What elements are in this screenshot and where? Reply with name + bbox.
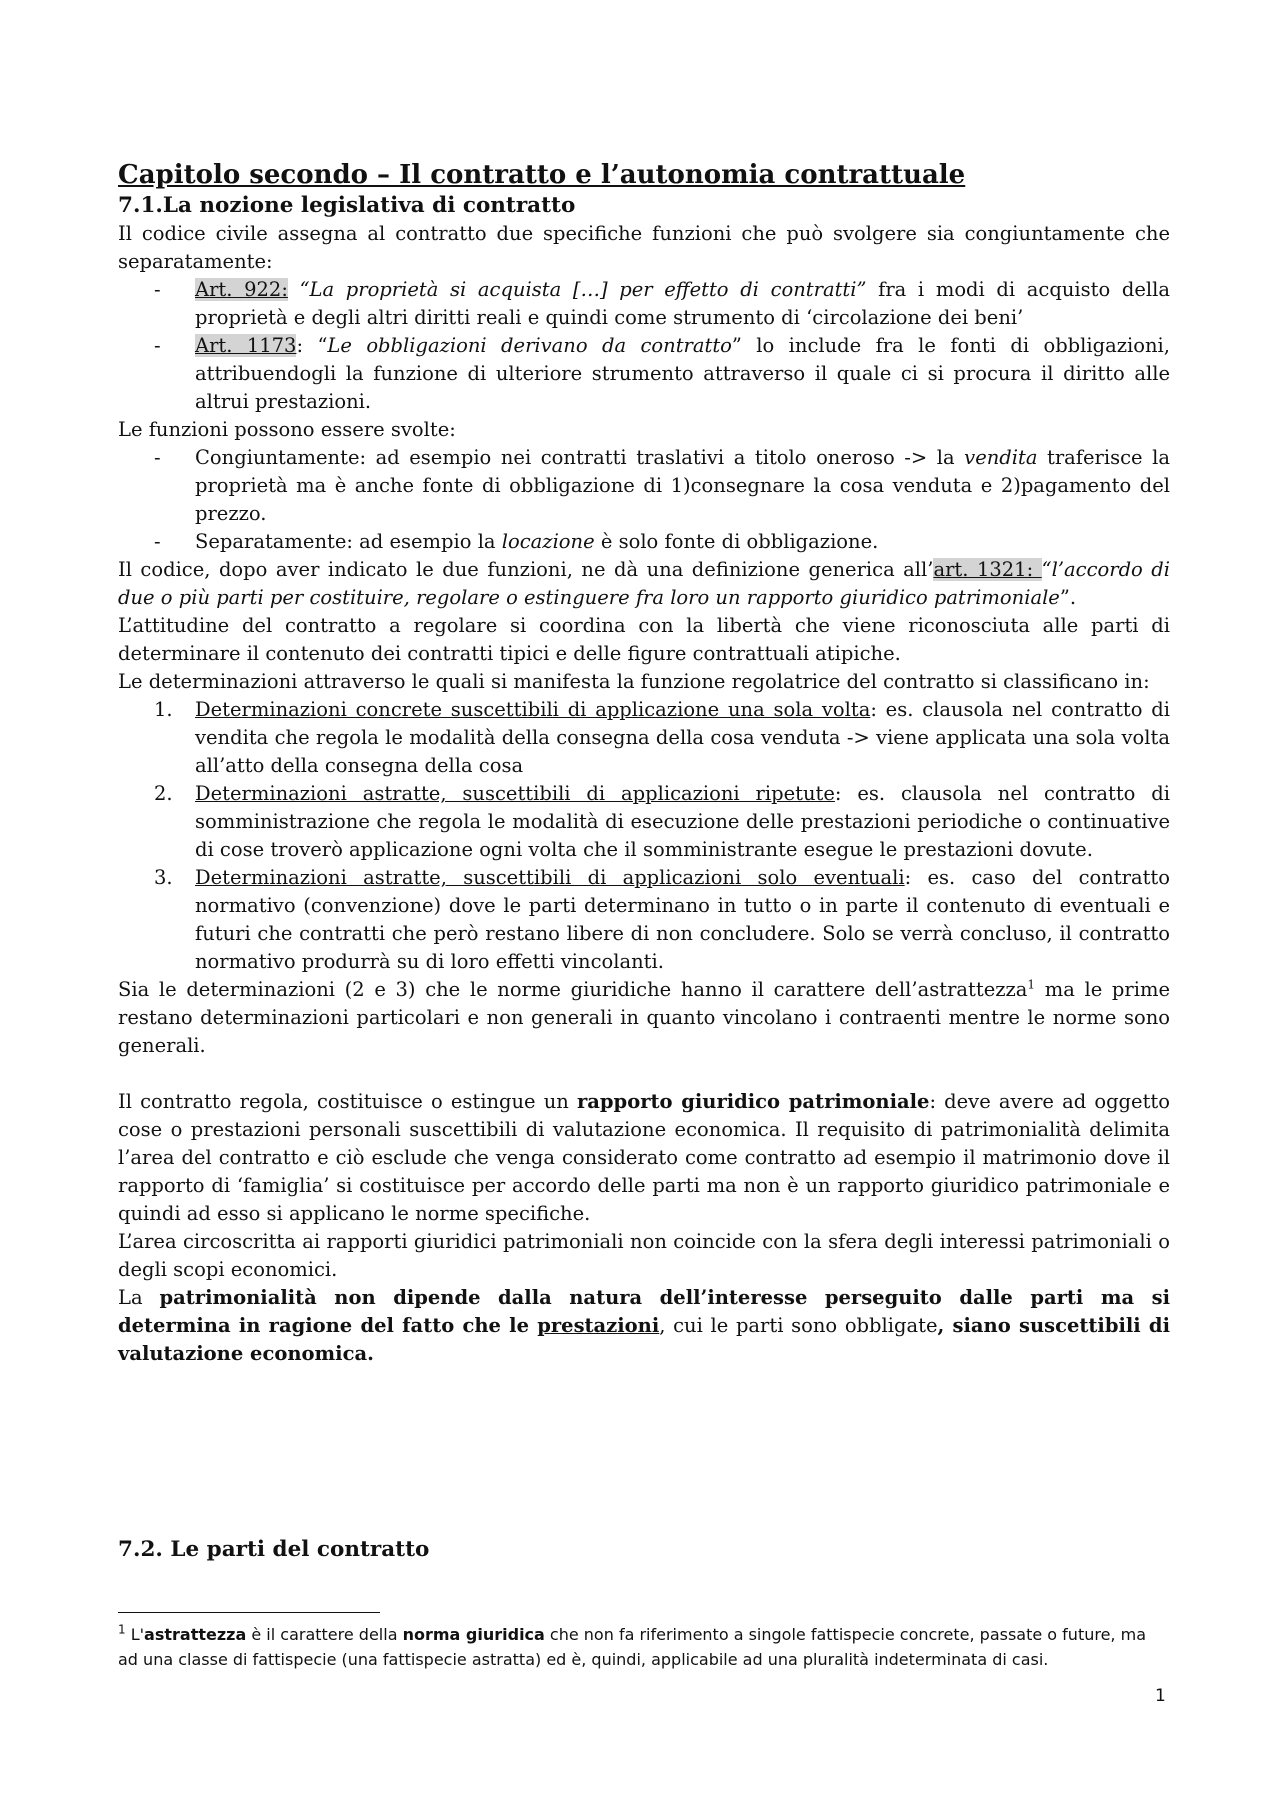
paragraph-gap — [118, 1060, 1170, 1088]
determinations-list — [118, 696, 1170, 976]
list-item-congiuntamente — [118, 444, 1170, 528]
functions-mode-list — [118, 444, 1170, 556]
item-text: Separatamente: ad esempio la — [195, 530, 502, 553]
article-quote: Le obbligazioni derivano da contratto — [327, 334, 732, 357]
list-item-art-922 — [118, 276, 1170, 332]
footnote-number: 1 — [118, 1622, 126, 1637]
list-item-determination-3 — [118, 864, 1170, 976]
article-quote: “La proprietà si acquista […] per effetto di contratti” — [299, 278, 867, 301]
list-item-separatamente — [118, 528, 1170, 556]
bullet-dash: - — [154, 334, 161, 357]
functions-article-list — [118, 276, 1170, 416]
list-item-art-1173 — [118, 332, 1170, 416]
definition-paragraph: Il codice, dopo aver indicato le due funzioni, ne dà una definizione generica all’art. 1321: “l’accordo di due o più parti per costituire, regolare o estinguere fra loro un rapporto giuridico patrimoniale”. — [118, 558, 1171, 609]
patrimonial-paragraph: Il contratto regola, costituisce o estingue un rapporto giuridico patrimoniale: deve avere ad oggetto cose o prestazioni personali suscettibili di valutazione economica. Il requisito di patrimonialità delimita l’area del contratto e ciò esclude che venga considerato come contratto ad esempio il matrimonio dove il rapporto di ‘famiglia’ si costituisce per accordo delle parti ma non è un rapporto giuridico patrimoniale e quindi ad esso si applicano le norme specifiche. — [118, 1090, 1170, 1225]
item-text: : es. caso del contratto normativo (convenzione) dove le parti determinano in tutto o in parte il contenuto di eventuali e futuri che contratti che però restano libere di non concludere. Solo se verrà concluso, il contratto normativo produrrà su di loro effetti vincolanti. — [195, 866, 1170, 973]
article-reference: Art. 1173 — [195, 334, 297, 357]
footnote-reference[interactable]: 1 — [1027, 977, 1036, 992]
bullet-dash: - — [154, 530, 161, 553]
page-number: 1 — [1155, 1686, 1166, 1706]
chapter-title: Capitolo secondo – Il contratto e l’autonomia contrattuale — [118, 160, 966, 190]
article-reference: art. 1321: — [933, 558, 1042, 581]
footnote: $^1$ L'astrattezza è il carattere della norma giuridica che non fa riferimento a singole fattispecie concrete, passate o future, ma ad una classe di fattispecie (una fattispecie astratta) ed è, quindi, applicabile ad una pluralità indeterminata di casi. — [118, 1622, 1146, 1669]
document-page — [118, 158, 1170, 1564]
article-text: ” lo include fra le fonti di obbligazioni, attribuendogli la funzione di ulteriore strumento attraverso il quale ci si procura il diritto alle altrui prestazioni. — [195, 334, 1170, 413]
item-emphasis: vendita — [964, 446, 1038, 469]
list-number: 2. — [154, 782, 173, 805]
list-item-determination-2 — [118, 780, 1170, 864]
intro-paragraph: Il codice civile assegna al contratto due specifiche funzioni che può svolgere sia congiuntamente che separatamente: — [118, 222, 1170, 273]
definition-quote: “l’accordo di due o più parti per costituire, regolare o estinguere fra loro un rapporto giuridico patrimoniale — [118, 558, 1171, 609]
section-heading-7-1: 7.1.La nozione legislativa di contratto — [118, 193, 576, 218]
article-text: fra i modi di acquisto della proprietà e degli altri diritti reali e quindi come strumento di ‘circolazione dei beni’ — [195, 278, 1170, 329]
section-heading-7-2: 7.2. Le parti del contratto — [118, 1537, 430, 1562]
item-text: : es. clausola nel contratto di vendita che regola le modalità della consegna della cosa venduta -> viene applicata una sola volta all’atto della consegna della cosa — [195, 698, 1170, 777]
item-text: è solo fonte di obbligazione. — [594, 530, 879, 553]
abstractness-paragraph: Sia le determinazioni (2 e 3) che le norme giuridiche hanno il carattere dell’astrattezza$^1$ ma le prime restano determinazioni particolari e non generali in quanto vincolano i contraenti mentre le norme sono generali. — [118, 977, 1171, 1057]
item-underlined: Determinazioni astratte, suscettibili di applicazioni ripetute — [195, 782, 835, 805]
determinations-intro: Le determinazioni attraverso le quali si manifesta la funzione regolatrice del contratto si classificano in: — [118, 670, 1150, 693]
item-text: Congiuntamente: ad esempio nei contratti traslativi a titolo oneroso -> la — [195, 446, 965, 469]
item-text: : es. clausola nel contratto di somministrazione che regola le modalità di esecuzione delle prestazioni periodiche o continuative di cose troverò applicazione ogni volta che il somministrante esegue le prestazioni dovute. — [195, 782, 1170, 861]
attitude-paragraph: L’attitudine del contratto a regolare si coordina con la libertà che viene riconosciuta alle parti di determinare il contenuto dei contratti tipici e delle figure contrattuali atipiche. — [118, 614, 1170, 665]
article-punct: : “ — [296, 334, 328, 357]
list-item-determination-1 — [118, 696, 1170, 780]
bold-term: rapporto giuridico patrimoniale — [577, 1090, 930, 1113]
footnote-separator — [118, 1612, 380, 1613]
underlined-term: prestazioni — [537, 1314, 660, 1337]
functions-intro: Le funzioni possono essere svolte: — [118, 418, 456, 441]
conclusion-paragraph: La patrimonialità non dipende dalla natura dell’interesse perseguito dalle parti ma si determina in ragione del fatto che le prestazioni, cui le parti sono obbligate, siano suscettibili di valutazione economica. — [118, 1286, 1170, 1365]
list-number: 1. — [154, 698, 173, 721]
area-paragraph: L’area circoscritta ai rapporti giuridici patrimoniali non coincide con la sfera degli interessi patrimoniali o degli scopi economici. — [118, 1230, 1170, 1281]
article-reference: Art. 922: — [195, 278, 288, 301]
item-emphasis: locazione — [501, 530, 595, 553]
item-underlined: Determinazioni astratte, suscettibili di applicazioni solo eventuali — [195, 866, 905, 889]
bullet-dash: - — [154, 446, 161, 469]
list-number: 3. — [154, 866, 173, 889]
bullet-dash: - — [154, 278, 161, 301]
item-underlined: Determinazioni concrete suscettibili di applicazione una sola volta — [195, 698, 871, 721]
item-text: traferisce la proprietà ma è anche fonte di obbligazione di 1)consegnare la cosa venduta e 2)pagamento del prezzo. — [195, 446, 1170, 525]
section-gap — [118, 1368, 1170, 1536]
